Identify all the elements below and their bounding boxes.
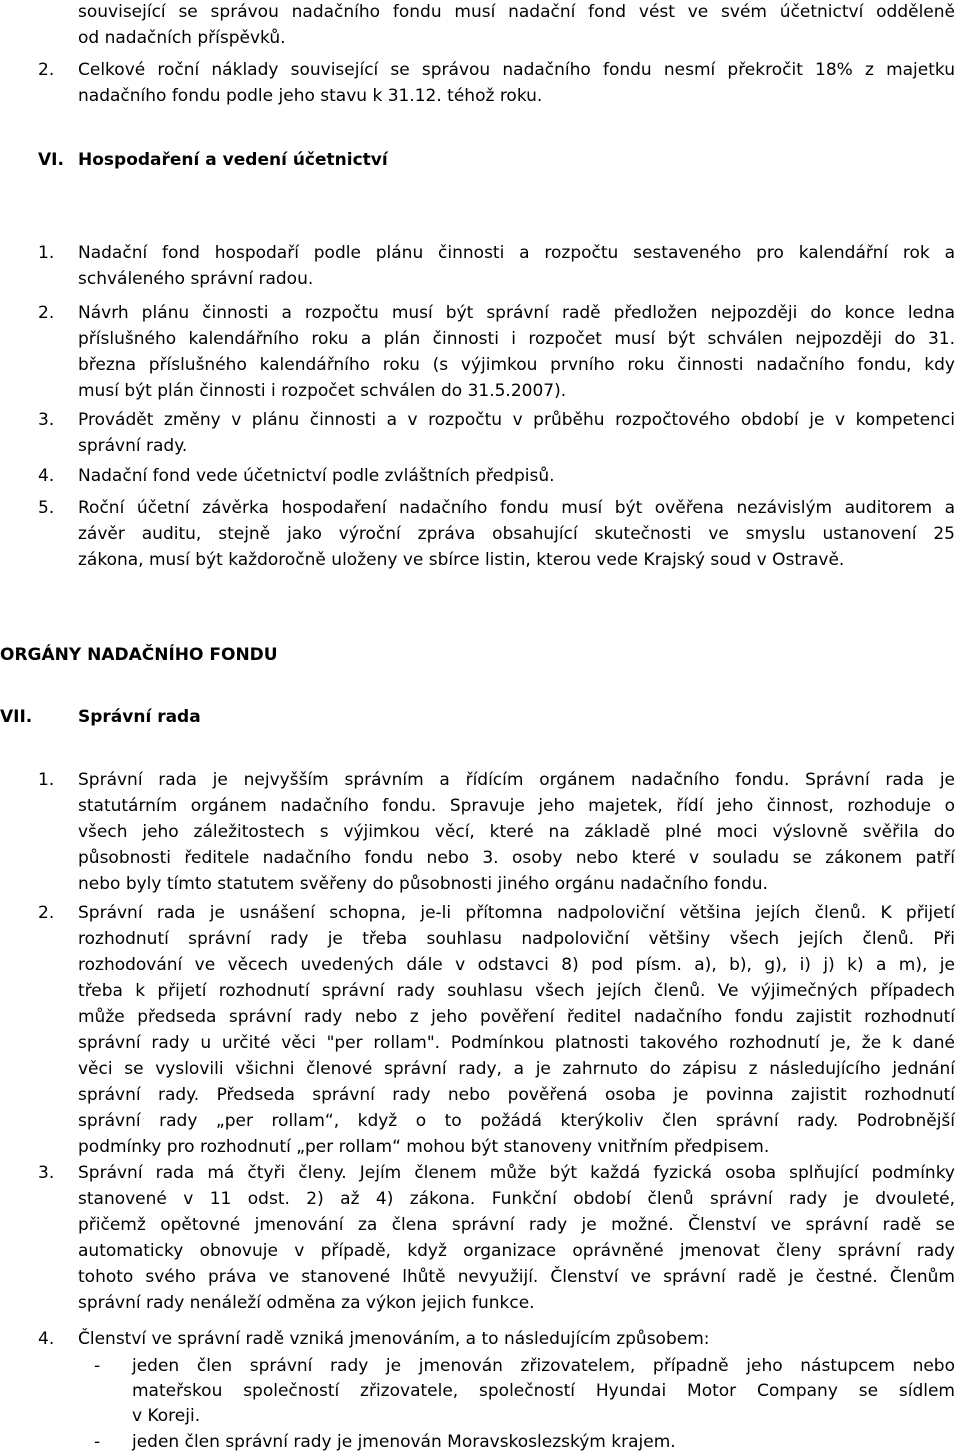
paragraph-line: může předseda správní rady nebo z jeho pověření ředitel nadačního fondu zajistit rozhodnutí [78, 1007, 955, 1027]
paragraph-line: stanovené v 11 odst. 2) až 4) zákona. Funkční období členů správní rady je dvouleté, [78, 1189, 955, 1209]
list-dash: - [94, 1356, 101, 1376]
paragraph-line: zákona, musí být každoročně uloženy ve sbírce listin, kterou vede Krajský soud v Ostravě. [78, 550, 845, 570]
section-number: VI. [38, 150, 64, 170]
list-item-line: mateřskou společností zřizovatele, společností Hyundai Motor Company se sídlem [132, 1381, 955, 1401]
list-number: 2. [38, 303, 55, 323]
part-heading: ORGÁNY NADAČNÍHO FONDU [0, 645, 278, 665]
paragraph-line: tohoto svého práva ve stanovené lhůtě nevyužijí. Členství ve správní radě je čestné. Členům [78, 1267, 955, 1287]
paragraph-line: Nadační fond hospodaří podle plánu činnosti a rozpočtu sestaveného pro kalendářní rok a [78, 243, 955, 263]
list-dash: - [94, 1432, 101, 1452]
paragraph-line: Roční účetní závěrka hospodaření nadačního fondu musí být ověřena nezávislým auditorem a [78, 498, 955, 518]
paragraph-line: Správní rada je usnášení schopna, je-li přítomna nadpoloviční většina jejích členů. K přijetí [78, 903, 955, 923]
list-item-line: v Koreji. [132, 1406, 201, 1426]
paragraph-line: Správní rada má čtyři členy. Jejím členem může být každá fyzická osoba splňující podmínky [78, 1163, 955, 1183]
paragraph-line: března příslušného kalendářního roku (s výjimkou prvního roku činnosti nadačního fondu, kdy [78, 355, 955, 375]
paragraph-line: statutárním orgánem nadačního fondu. Spravuje jeho majetek, řídí jeho činnost, rozhoduje o [78, 796, 955, 816]
section-title: Hospodaření a vedení účetnictví [78, 150, 388, 170]
paragraph-line: rozhodování ve věcech uvedených dále v odstavci 8) pod písm. a), b), g), i) j) k) a m), je [78, 955, 955, 975]
paragraph-line: nebo byly tímto statutem svěřeny do působnosti jiného orgánu nadačního fondu. [78, 874, 768, 894]
paragraph-line: správní rady. [78, 436, 188, 456]
paragraph-line: automaticky obnovuje v případě, když organizace oprávněné jmenovat členy správní rady [78, 1241, 955, 1261]
paragraph-line: nadačního fondu podle jeho stavu k 31.12. téhož roku. [78, 86, 543, 106]
list-number: 3. [38, 410, 55, 430]
list-number: 2. [38, 903, 55, 923]
paragraph-line: schváleného správní radou. [78, 269, 314, 289]
paragraph-line [78, 60, 955, 80]
list-item-line: jeden člen správní rady je jmenován Moravskoslezským krajem. [132, 1432, 676, 1452]
paragraph-line [78, 2, 955, 22]
list-number: 4. [38, 1329, 55, 1349]
paragraph-line: Provádět změny v plánu činnosti a v rozpočtu v průběhu rozpočtového období je v kompetenci [78, 410, 955, 430]
section-number: VII. [0, 707, 33, 727]
list-number: 2. [38, 60, 55, 80]
list-number: 5. [38, 498, 55, 518]
paragraph-line: správní rady. Předseda správní rady nebo pověřená osoba je povinna zajistit rozhodnutí [78, 1085, 955, 1105]
paragraph-line: Návrh plánu činnosti a rozpočtu musí být správní radě předložen nejpozději do konce ledna [78, 303, 955, 323]
section-title: Správní rada [78, 707, 201, 727]
paragraph-line: věci se vyslovili všichni členové správní rady, a je zahrnuto do zápisu z následujícího jednání [78, 1059, 955, 1079]
paragraph-line: Nadační fond vede účetnictví podle zvláštních předpisů. [78, 466, 555, 486]
paragraph-line: správní rady nenáleží odměna za výkon jejich funkce. [78, 1293, 535, 1313]
text-line: Celkové roční náklady související se správou nadačního fondu nesmí překročit 18% z majetku [78, 60, 955, 80]
paragraph-line: příslušného kalendářního roku a plán činnosti i rozpočet musí být schválen nejpozději do 31. [78, 329, 955, 349]
paragraph-line: od nadačních příspěvků. [78, 28, 286, 48]
paragraph-line: závěr auditu, stejně jako výroční zpráva obsahující skutečnosti ve smyslu ustanovení 25 [78, 524, 955, 544]
paragraph-line: působnosti ředitele nadačního fondu nebo 3. osoby nebo které v souladu se zákonem patří [78, 848, 955, 868]
paragraph-line: třeba k přijetí rozhodnutí správní rady souhlasu všech jejích členů. Ve výjimečných případech [78, 981, 955, 1001]
paragraph-line: Správní rada je nejvyšším správním a řídícím orgánem nadačního fondu. Správní rada je [78, 770, 955, 790]
list-number: 1. [38, 770, 55, 790]
paragraph-line: všech jeho záležitostech s výjimkou věcí, které na základě plné moci výslovně svěřila do [78, 822, 955, 842]
list-number: 1. [38, 243, 55, 263]
paragraph-line: Členství ve správní radě vzniká jmenováním, a to následujícím způsobem: [78, 1329, 710, 1349]
list-number: 4. [38, 466, 55, 486]
list-item-line: jeden člen správní rady je jmenován zřizovatelem, případně jeho nástupcem nebo [132, 1356, 955, 1376]
paragraph-line: podmínky pro rozhodnutí „per rollam“ mohou být stanoveny vnitřním předpisem. [78, 1137, 770, 1157]
paragraph-line: musí být plán činnosti i rozpočet schválen do 31.5.2007). [78, 381, 567, 401]
paragraph-line: přičemž opětovné jmenování za člena správní rady je možné. Členství ve správní radě se [78, 1215, 955, 1235]
paragraph-line: správní rady „per rollam“, když o to požádá kterýkoliv člen správní rady. Podrobnější [78, 1111, 955, 1131]
paragraph-line: správní rady u určité věci "per rollam". Podmínkou platnosti takového rozhodnutí je, že k dané [78, 1033, 955, 1053]
paragraph-line: rozhodnutí správní rady je třeba souhlasu nadpoloviční většiny všech jejích členů. Při [78, 929, 955, 949]
list-number: 3. [38, 1163, 55, 1183]
text-line: související se správou nadačního fondu musí nadační fond vést ve svém účetnictví odděleně [78, 2, 955, 22]
